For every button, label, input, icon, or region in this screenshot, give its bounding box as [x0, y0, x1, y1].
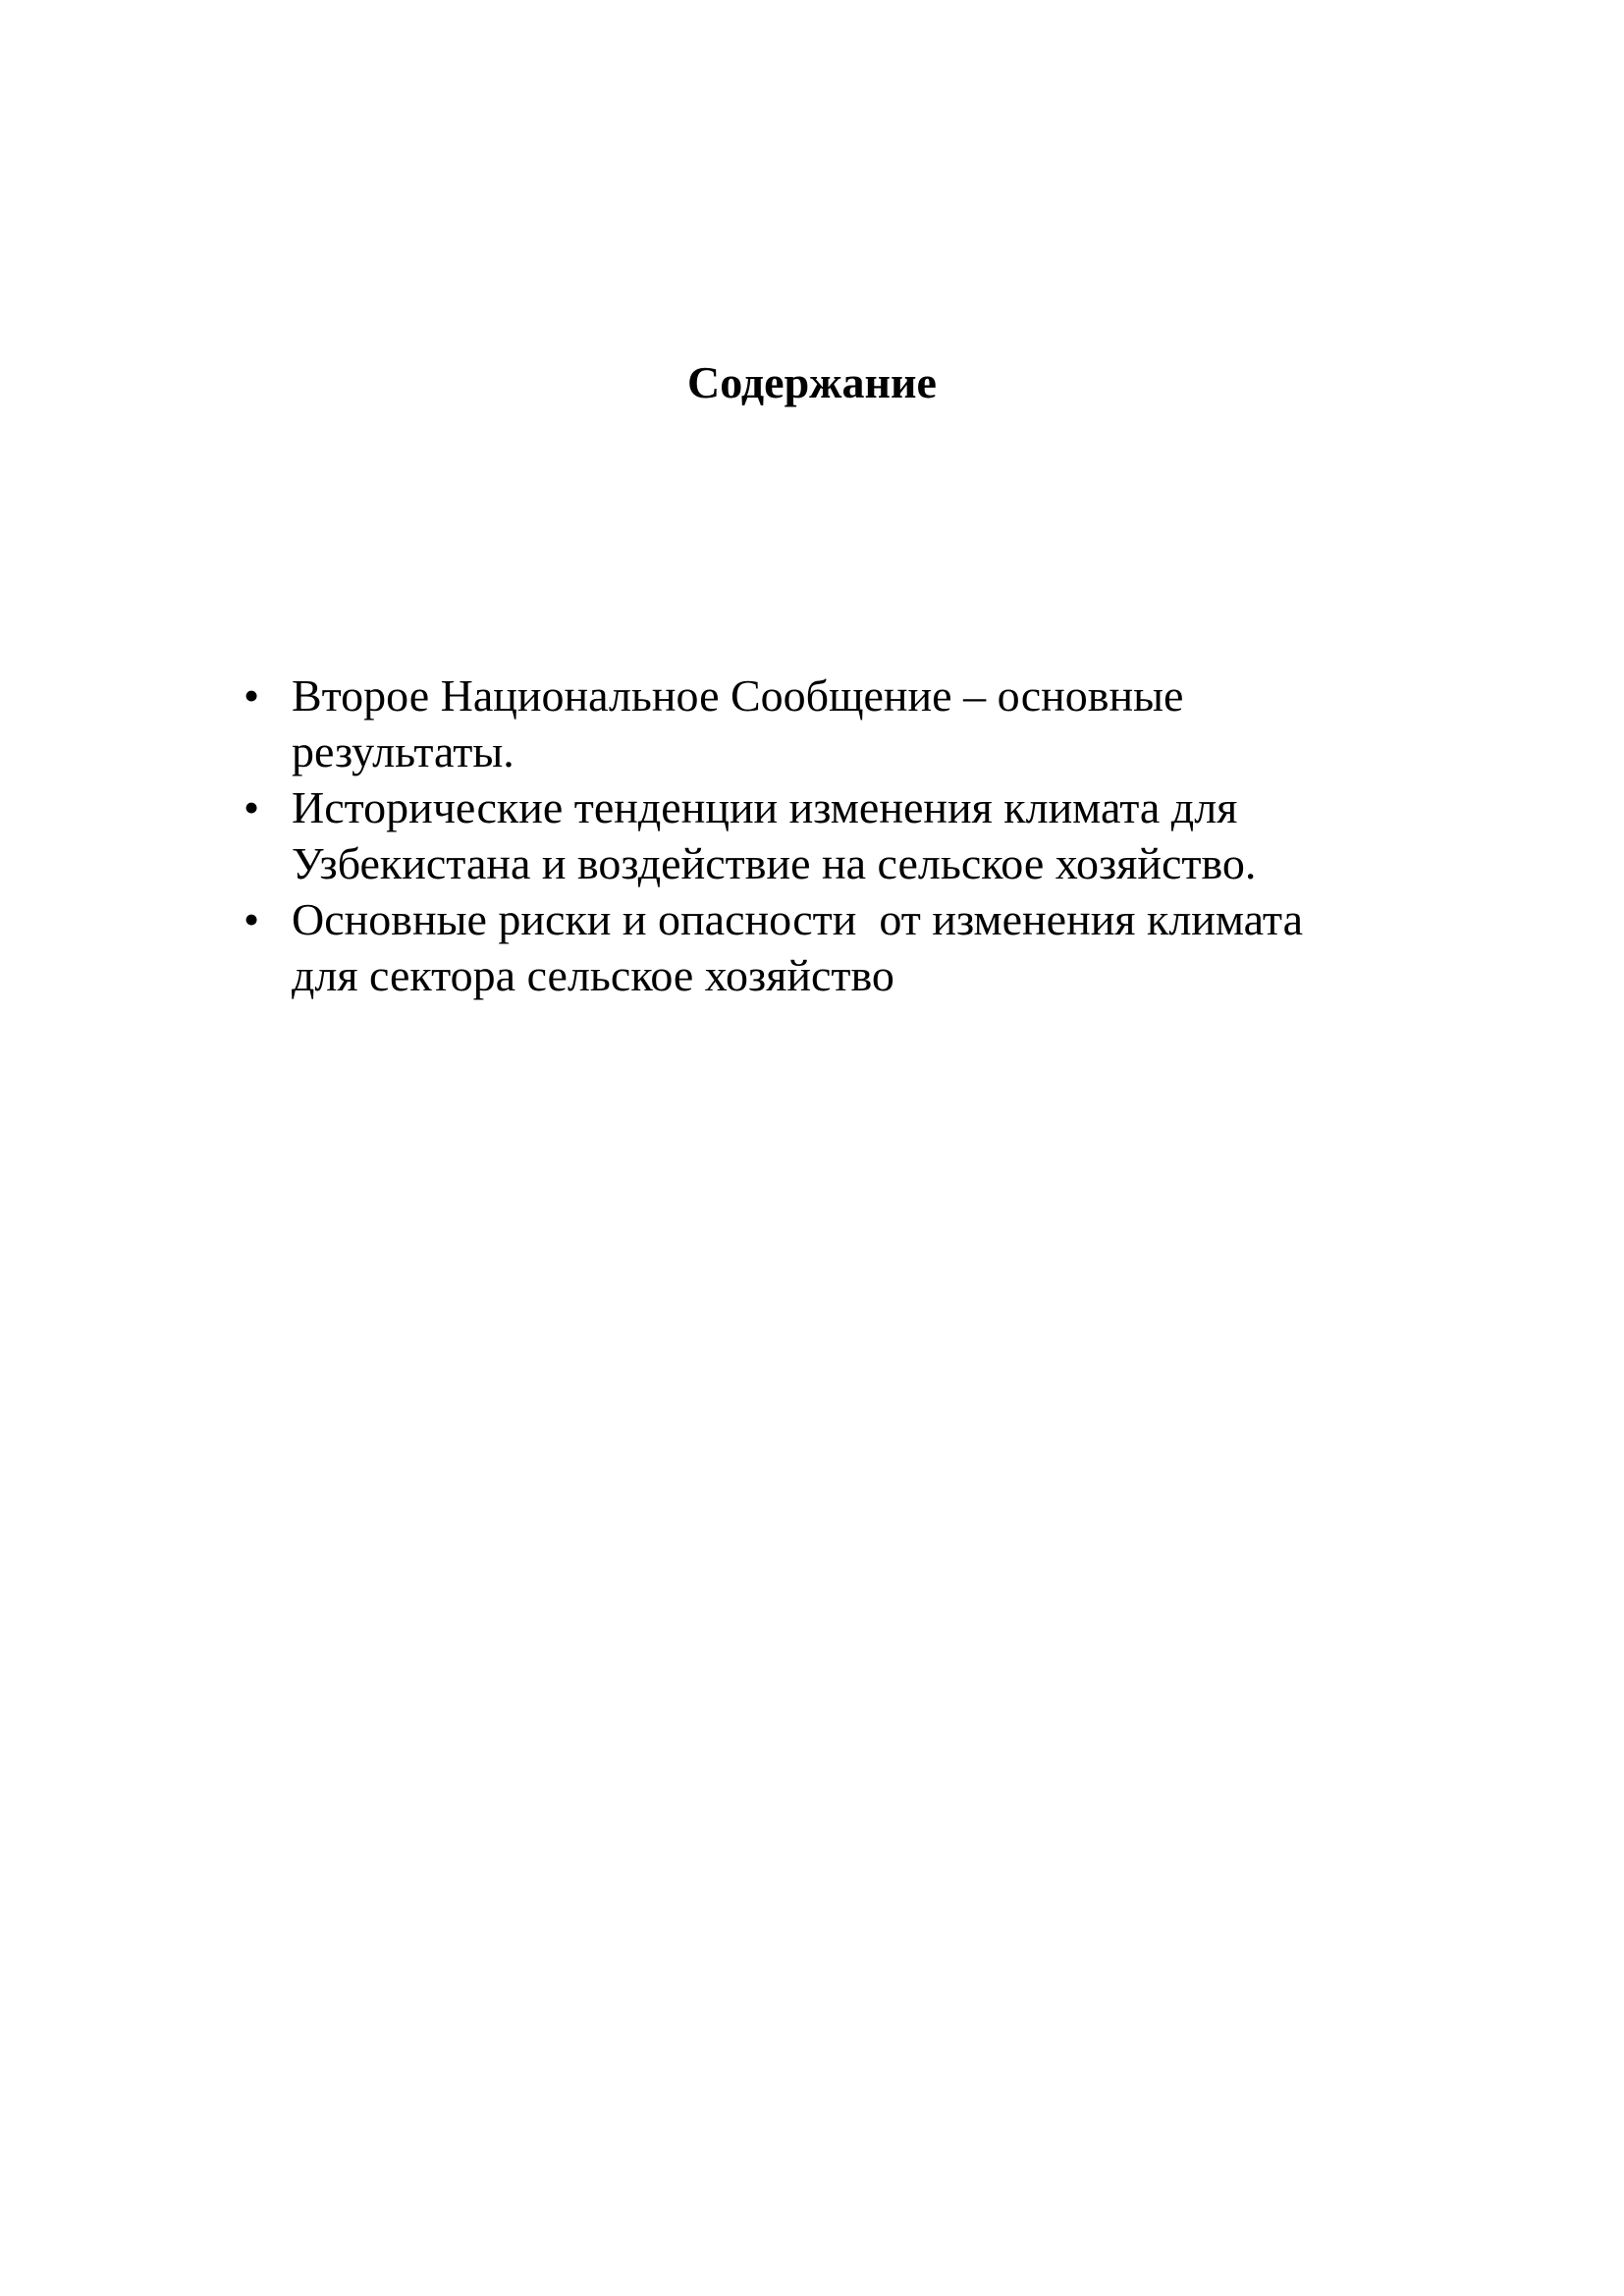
page-title: Содержание	[687, 357, 937, 407]
list-item	[238, 779, 1445, 891]
list-item-line: Узбекистана и воздействие на сельское хозяйство.	[292, 838, 1257, 888]
list-item-line: результаты.	[292, 726, 514, 776]
list-item-line: Исторические тенденции изменения климата для	[292, 782, 1238, 832]
list-item-line: Основные риски и опасности от изменения климата	[292, 894, 1303, 944]
contents-list	[238, 667, 1445, 1003]
list-item	[238, 667, 1445, 779]
list-item	[238, 891, 1445, 1003]
list-item-line: для сектора сельское хозяйство	[292, 950, 894, 1000]
bullet-icon: •	[244, 670, 260, 721]
list-item-line: Второе Национальное Сообщение – основные	[292, 670, 1184, 721]
bullet-icon: •	[244, 782, 260, 832]
bullet-icon: •	[244, 894, 260, 944]
